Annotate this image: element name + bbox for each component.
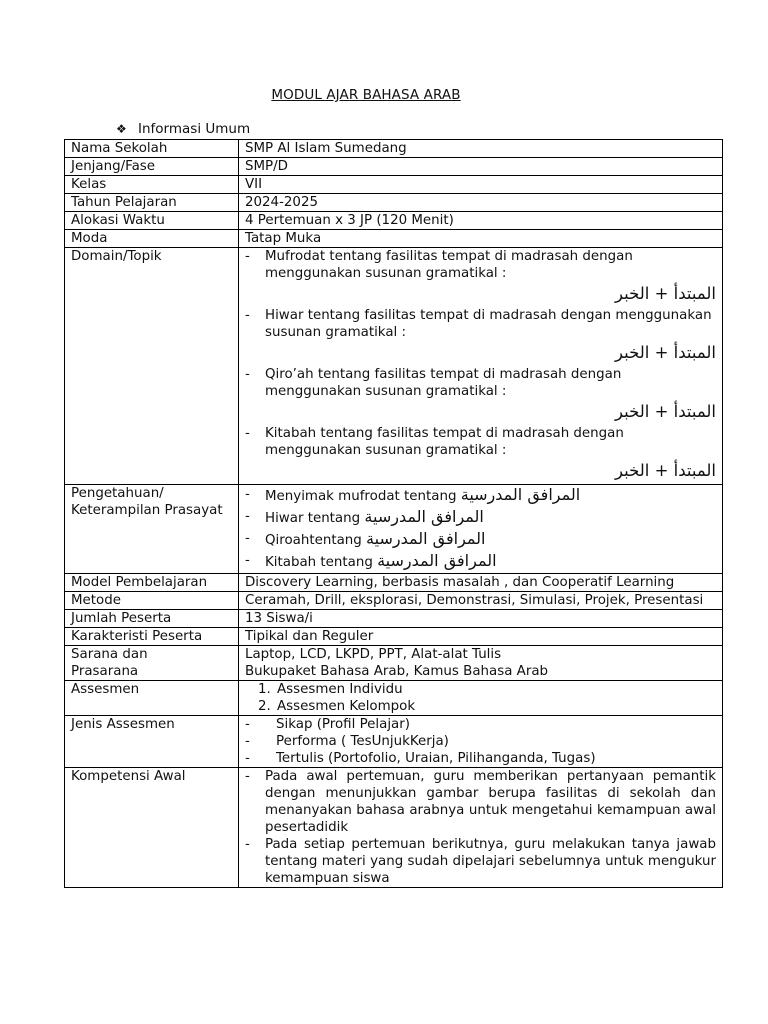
- row-value-line: Bukupaket Bahasa Arab, Kamus Bahasa Arab: [245, 664, 549, 679]
- prasyarat-item-text: Menyimak mufrodat tentang: [265, 489, 457, 504]
- section-heading-text: Informasi Umum: [138, 121, 251, 137]
- domain-item-text: Qiro’ah tentang fasilitas tempat di madrasah dengan menggunakan susunan gramatikal :: [265, 367, 622, 399]
- list-item: [245, 366, 716, 425]
- row-label: Assesmen: [65, 681, 239, 716]
- row-value: Tipikal dan Reguler: [239, 628, 723, 646]
- row-value-line: Laptop, LCD, LKPD, PPT, Alat-alat Tulis: [245, 647, 502, 662]
- row-value: SMP/D: [239, 158, 723, 176]
- diamond-bullet-icon: ❖: [116, 122, 127, 136]
- list-item: [245, 307, 716, 366]
- arabic-term: المرافق المدرسية: [366, 529, 486, 548]
- row-label: Jenis Assesmen: [65, 716, 239, 768]
- domain-item-text: Mufrodat tentang fasilitas tempat di madrasah dengan menggunakan susunan gramatikal :: [265, 249, 633, 281]
- prasyarat-item-text: Kitabah tentang: [265, 555, 373, 570]
- document-title: MODUL AJAR BAHASA ARAB: [271, 87, 461, 103]
- table-row: [65, 248, 723, 485]
- info-table: [64, 139, 723, 888]
- row-label: Metode: [65, 592, 239, 610]
- list-item: [245, 551, 716, 573]
- table-row: [65, 610, 723, 628]
- row-label: Alokasi Waktu: [65, 212, 239, 230]
- row-label-line: Sarana dan: [71, 647, 148, 662]
- arabic-formula: المبتدأ + الخبر: [614, 461, 716, 480]
- list-item: [245, 248, 716, 307]
- table-row: [65, 592, 723, 610]
- arabic-formula: المبتدأ + الخبر: [614, 284, 716, 303]
- list-item: 1. Assesmen Individu: [275, 681, 716, 698]
- row-label: [65, 646, 239, 681]
- row-value: Tatap Muka: [239, 230, 723, 248]
- prasyarat-list: [245, 485, 716, 573]
- arabic-formula: المبتدأ + الخبر: [614, 402, 716, 421]
- table-row: [65, 628, 723, 646]
- row-value: [239, 716, 723, 768]
- arabic-term: المرافق المدرسية: [377, 551, 497, 570]
- row-label: Jumlah Peserta: [65, 610, 239, 628]
- row-label: Moda: [65, 230, 239, 248]
- table-row: [65, 140, 723, 158]
- table-row: [65, 194, 723, 212]
- row-value: [239, 248, 723, 485]
- prasyarat-item-text: Hiwar tentang: [265, 511, 361, 526]
- row-label: Kelas: [65, 176, 239, 194]
- table-row: [65, 768, 723, 888]
- table-row: [65, 716, 723, 768]
- table-row: [65, 681, 723, 716]
- arabic-term: المرافق المدرسية: [460, 485, 581, 504]
- list-item: [245, 529, 716, 551]
- row-value: [239, 646, 723, 681]
- table-row: [65, 158, 723, 176]
- table-row: [65, 574, 723, 592]
- kompetensi-list: [245, 768, 716, 887]
- row-value: [239, 681, 723, 716]
- arabic-formula: المبتدأ + الخبر: [614, 343, 716, 362]
- row-value: 2024-2025: [239, 194, 723, 212]
- list-item: [245, 425, 716, 484]
- row-value: VII: [239, 176, 723, 194]
- row-label: Jenjang/Fase: [65, 158, 239, 176]
- row-value: 13 Siswa/i: [239, 610, 723, 628]
- row-label: Kompetensi Awal: [65, 768, 239, 888]
- prasyarat-item-text: Qiroahtentang: [265, 533, 362, 548]
- row-label: Tahun Pelajaran: [65, 194, 239, 212]
- table-row: [65, 646, 723, 681]
- jenis-list: [245, 716, 716, 767]
- list-item: - Pada setiap pertemuan berikutnya, guru melakukan tanya jawab tentang materi yang sudah dipelajari sebelumnya untuk mengukur kemampuan siswa: [245, 836, 716, 887]
- domain-item-text: Hiwar tentang fasilitas tempat di madrasah dengan menggunakan susunan gramatikal :: [265, 308, 712, 340]
- list-item: [245, 507, 716, 529]
- row-label: Domain/Topik: [65, 248, 239, 485]
- section-heading: [116, 121, 250, 137]
- row-value: Discovery Learning, berbasis masalah , dan Cooperatif Learning: [239, 574, 723, 592]
- row-value: Ceramah, Drill, eksplorasi, Demonstrasi, Simulasi, Projek, Presentasi: [239, 592, 723, 610]
- row-value: [239, 485, 723, 574]
- row-label: Karakteristi Peserta: [65, 628, 239, 646]
- arabic-term: المرافق المدرسية: [364, 507, 484, 526]
- table-row: [65, 212, 723, 230]
- row-label: Nama Sekolah: [65, 140, 239, 158]
- list-item: 2. Assesmen Kelompok: [275, 698, 716, 715]
- row-label: Pengetahuan/ Keterampilan Prasayat: [65, 485, 239, 574]
- table-row: [65, 176, 723, 194]
- row-label-line: Prasarana: [71, 664, 139, 679]
- assesmen-list: [245, 681, 716, 715]
- domain-list: [245, 248, 716, 484]
- list-item: [245, 485, 716, 507]
- row-value: SMP Al Islam Sumedang: [239, 140, 723, 158]
- list-item: - Performa ( TesUnjukKerja): [245, 733, 716, 750]
- list-item: - Sikap (Profil Pelajar): [245, 716, 716, 733]
- table-row: [65, 485, 723, 574]
- table-row: [65, 230, 723, 248]
- row-value: [239, 768, 723, 888]
- row-label: Model Pembelajaran: [65, 574, 239, 592]
- domain-item-text: Kitabah tentang fasilitas tempat di madrasah dengan menggunakan susunan gramatikal :: [265, 426, 624, 458]
- row-value: 4 Pertemuan x 3 JP (120 Menit): [239, 212, 723, 230]
- list-item: - Tertulis (Portofolio, Uraian, Pilihanganda, Tugas): [245, 750, 716, 767]
- list-item: - Pada awal pertemuan, guru memberikan pertanyaan pemantik dengan menunjukkan gambar berupa fasilitas di sekolah dan menanyakan bahasa arabnya untuk mengetahui kemampuan awal pesertadidik: [245, 768, 716, 836]
